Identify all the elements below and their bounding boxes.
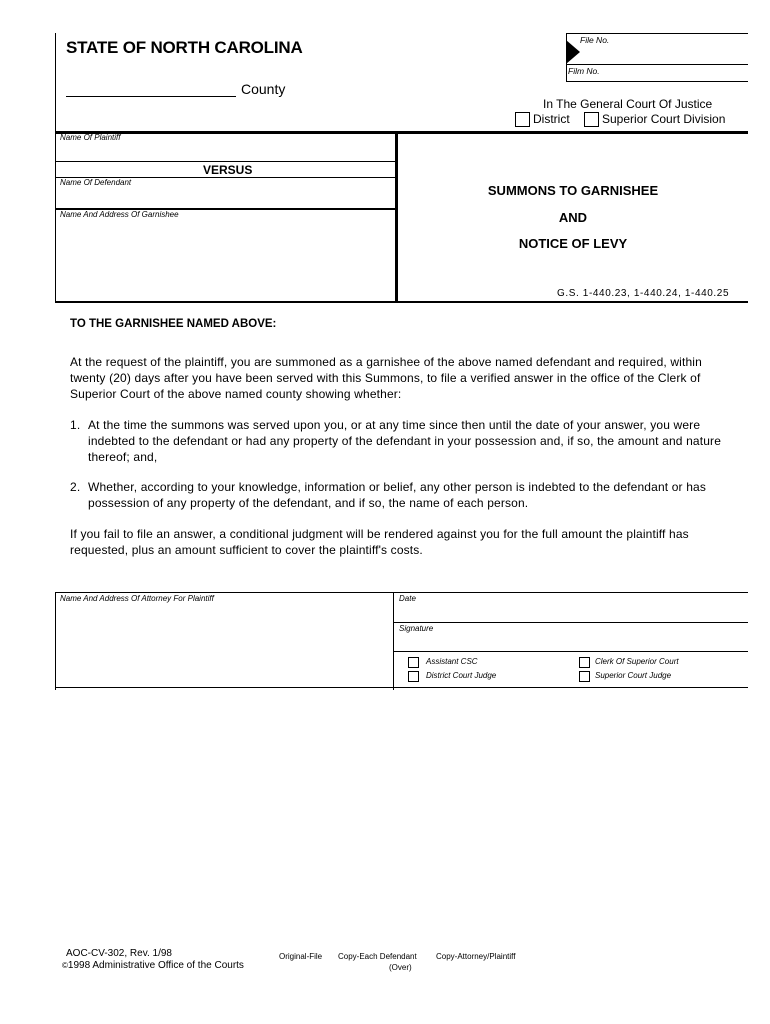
file-arrow-icon xyxy=(566,40,580,64)
county-label: County xyxy=(241,81,286,97)
attorney-label: Name And Address Of Attorney For Plaintiff xyxy=(60,594,214,603)
clerk-superior-checkbox[interactable] xyxy=(579,657,590,668)
versus-label: VERSUS xyxy=(203,163,253,177)
list-item: 2. Whether, according to your knowledge, information or belief, any other person is indebted to the defendant or has possession of any property of the defendant, and if so, the name of each person. xyxy=(70,480,706,510)
form-title-line2: AND xyxy=(558,210,588,225)
superior-judge-label: Superior Court Judge xyxy=(595,671,672,680)
intro-paragraph: At the request of the plaintiff, you are summoned as a garnishee of the above named defendant and required, within twenty (20) days after you have been served with this Summons, to file a verified answer in the office of the Clerk of Superior Court of the above named county showing whether: xyxy=(70,355,702,401)
district-judge-label: District Court Judge xyxy=(426,671,497,680)
body-heading: TO THE GARNISHEE NAMED ABOVE: xyxy=(70,318,277,330)
defendant-label: Name Of Defendant xyxy=(60,178,132,187)
closing-paragraph: If you fail to file an answer, a conditional judgment will be rendered against you for the full amount the plaintiff has requested, plus an amount sufficient to cover the plaintiff's costs. xyxy=(70,527,689,557)
copy-attorney: Copy-Attorney/Plaintiff xyxy=(436,952,516,961)
form-id: AOC-CV-302, Rev. 1/98 xyxy=(66,948,172,959)
county-blank[interactable] xyxy=(66,96,236,97)
plaintiff-label: Name Of Plaintiff xyxy=(60,133,121,142)
date-label: Date xyxy=(399,594,416,603)
court-line: In The General Court Of Justice xyxy=(543,97,713,111)
superior-division-label: Superior Court Division xyxy=(602,112,726,126)
district-checkbox[interactable] xyxy=(515,112,530,127)
copyright-symbol: © xyxy=(62,961,68,970)
district-judge-checkbox[interactable] xyxy=(408,671,419,682)
district-label: District xyxy=(533,112,570,126)
copy-original: Original-File xyxy=(279,952,323,961)
form-title-line3: NOTICE OF LEVY xyxy=(518,236,628,251)
signature-label: Signature xyxy=(399,624,434,633)
film-no-label: Film No. xyxy=(568,66,600,76)
assistant-csc-checkbox[interactable] xyxy=(408,657,419,668)
garnishee-label: Name And Address Of Garnishee xyxy=(60,210,179,219)
superior-division-checkbox[interactable] xyxy=(584,112,599,127)
superior-judge-checkbox[interactable] xyxy=(579,671,590,682)
over-label: (Over) xyxy=(389,963,412,972)
copyright: ©1998 Administrative Office of the Courts xyxy=(62,960,244,971)
statute-reference: G.S. 1-440.23, 1-440.24, 1-440.25 xyxy=(557,288,730,299)
state-title: STATE OF NORTH CAROLINA xyxy=(66,38,303,57)
assistant-csc-label: Assistant CSC xyxy=(426,657,478,666)
copy-defendant: Copy-Each Defendant xyxy=(338,952,417,961)
clerk-superior-label: Clerk Of Superior Court xyxy=(595,657,679,666)
list-item: 1. At the time the summons was served upon you, or at any time since then until the date of your answer, you were indebted to the defendant or had any property of the defendant in your possession and, if so, the amount and nature thereof; and, xyxy=(70,418,722,464)
form-title-line1: SUMMONS TO GARNISHEE xyxy=(487,183,659,198)
file-no-label: File No. xyxy=(580,35,610,45)
